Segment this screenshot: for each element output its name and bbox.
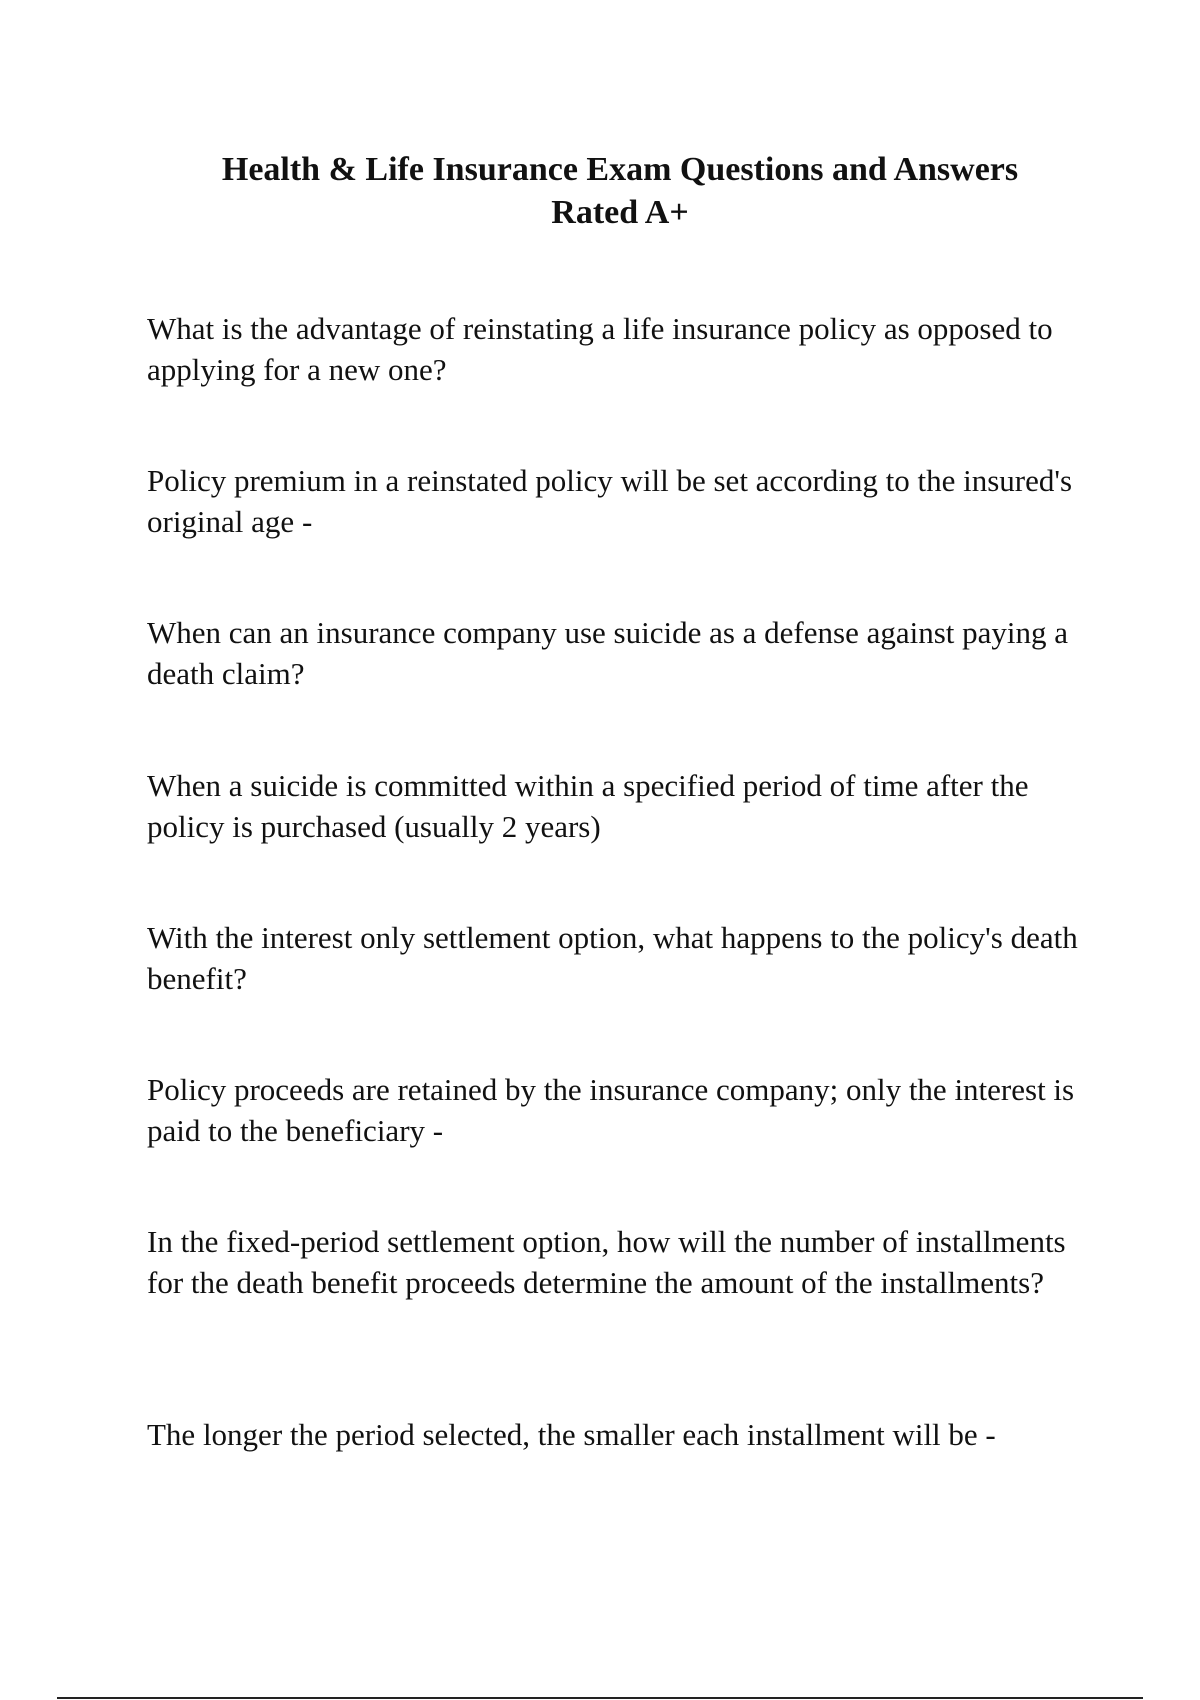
- question-4: In the fixed-period settlement option, how will the number of installments for the death benefit proceeds determine the amount of the installments?: [147, 1224, 1066, 1300]
- bottom-divider: [57, 1697, 1143, 1699]
- question-1: What is the advantage of reinstating a life insurance policy as opposed to applying for a new one?: [147, 311, 1053, 387]
- answer-4: The longer the period selected, the smaller each installment will be -: [147, 1417, 996, 1452]
- question-3: With the interest only settlement option, what happens to the policy's death benefit?: [147, 920, 1078, 996]
- title-line-2: Rated A+: [551, 194, 689, 231]
- question-2: When can an insurance company use suicide as a defense against paying a death claim?: [147, 615, 1069, 691]
- answer-3: Policy proceeds are retained by the insurance company; only the interest is paid to the beneficiary -: [147, 1072, 1075, 1148]
- title-line-1: Health & Life Insurance Exam Questions and Answers: [221, 151, 1019, 188]
- answer-2: When a suicide is committed within a specified period of time after the policy is purchased (usually 2 years): [147, 768, 1029, 844]
- document-title: [150, 148, 1090, 234]
- answer-1: Policy premium in a reinstated policy will be set according to the insured's original age -: [147, 463, 1073, 539]
